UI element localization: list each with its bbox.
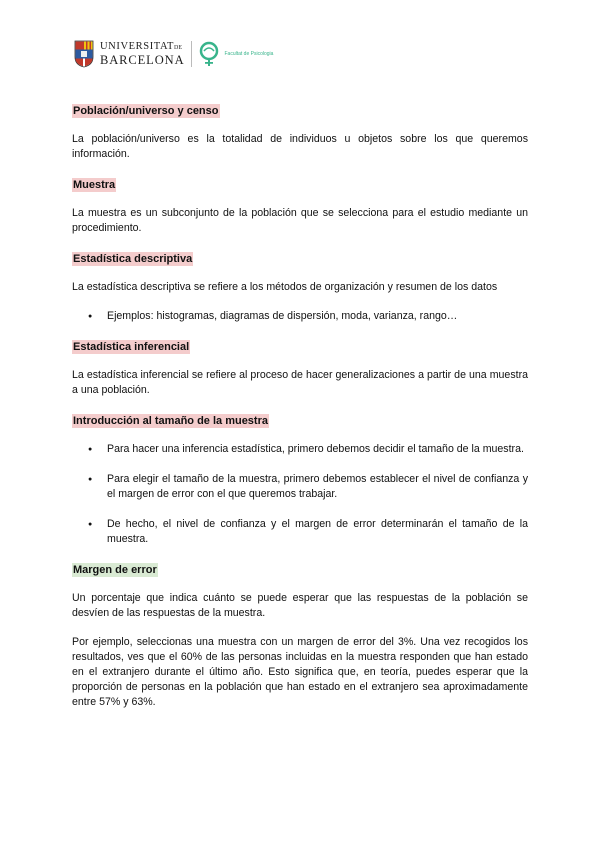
bullet-list bbox=[72, 442, 528, 547]
logo-line2: BARCELONA bbox=[100, 53, 185, 67]
section-heading-row bbox=[72, 411, 528, 427]
heading-descriptiva: Estadística descriptiva bbox=[73, 253, 193, 265]
section-heading-row bbox=[72, 101, 528, 117]
heading-margen: Margen de error bbox=[73, 564, 157, 576]
logo-line1: UNIVERSITAT bbox=[100, 40, 175, 52]
logo-line1-small: DE bbox=[174, 44, 183, 51]
faculty-logo-text: Facultat de Psicologia bbox=[224, 51, 274, 57]
list-item: ● Para hacer una inferencia estadística, primero debemos decidir el tamaño de la muestra. bbox=[72, 442, 528, 457]
list-item: ● De hecho, el nivel de confianza y el margen de error determinarán el tamaño de la muestra. bbox=[72, 517, 528, 547]
section-heading-row bbox=[72, 337, 528, 353]
paragraph: La población/universo es la totalidad de individuos u objetos sobre los que queremos información. bbox=[72, 133, 528, 160]
paragraph: La muestra es un subconjunto de la población que se selecciona para el estudio mediante un procedimiento. bbox=[72, 207, 528, 234]
bullet-list bbox=[72, 309, 528, 324]
heading-poblacion: Población/universo y censo bbox=[73, 105, 219, 117]
logo-divider bbox=[191, 41, 192, 67]
section-heading-row bbox=[72, 249, 528, 265]
paragraph: Por ejemplo, seleccionas una muestra con un margen de error del 3%. Una vez recogidos los resultados, ves que el 60% de las personas incluidas en la muestra responden que han estado en el extranjero durante el último año. Esto significa que, en teoría, puedes esperar que la proporción de personas en la población que han estado en el extranjero sea aproximadamente entre 57% y 63%. bbox=[72, 636, 528, 708]
paragraph: La estadística descriptiva se refiere a los métodos de organización y resumen de los datos bbox=[72, 281, 498, 293]
heading-muestra: Muestra bbox=[73, 179, 116, 191]
paragraph: Un porcentaje que indica cuánto se puede esperar que las respuestas de la población se desvíen de las respuestas de la muestra. bbox=[72, 592, 528, 619]
list-item: ● Ejemplos: histogramas, diagramas de dispersión, moda, varianza, rango… bbox=[72, 309, 528, 324]
faculty-logo-icon bbox=[198, 41, 220, 67]
section-heading-row bbox=[72, 175, 528, 191]
university-name bbox=[100, 42, 185, 67]
heading-inferencial: Estadística inferencial bbox=[73, 341, 190, 353]
document-body bbox=[72, 101, 528, 710]
university-crest-icon bbox=[74, 40, 94, 68]
heading-tamano: Introducción al tamaño de la muestra bbox=[73, 415, 268, 427]
paragraph: La estadística inferencial se refiere al proceso de hacer generalizaciones a partir de una muestra a una población. bbox=[72, 369, 528, 396]
section-heading-row bbox=[72, 560, 528, 576]
page-header bbox=[74, 38, 283, 70]
list-item: ● Para elegir el tamaño de la muestra, primero debemos establecer el nivel de confianza y el margen de error con el que queremos trabajar. bbox=[72, 472, 528, 502]
